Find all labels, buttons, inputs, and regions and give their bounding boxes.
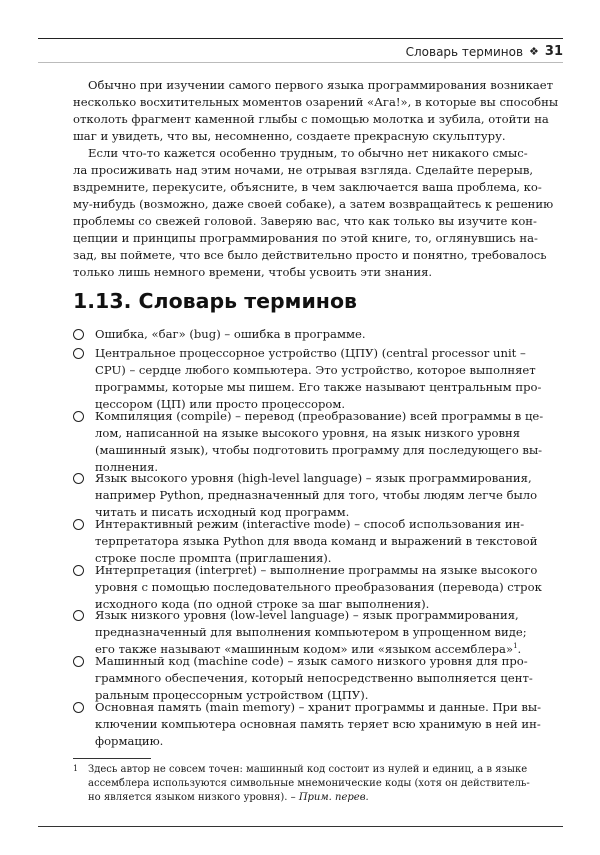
bullet-icon [73, 610, 84, 621]
intro-line: Если что-то кажется особенно трудным, то обычно нет никакого смыс- [88, 146, 528, 160]
glossary-line: Интерактивный режим (interactive mode) – способ использования ин- [95, 517, 525, 531]
glossary-line: уровня с помощью последовательного преобразования (перевода) строк [95, 580, 542, 594]
bullet-icon [73, 329, 84, 340]
glossary-line-text: его также называют «машинным кодом» или «языком ассемблера» [95, 642, 514, 656]
footer-rule [38, 826, 563, 827]
running-header [406, 44, 563, 59]
glossary-line: ральным процессорным устройством (ЦПУ). [95, 688, 369, 702]
glossary-line: цессором (ЦП) или просто процессором. [95, 397, 346, 411]
glossary-line: CPU) – сердце любого компьютера. Это устройство, которое выполняет [95, 363, 536, 377]
glossary-line: Основная память (main memory) – хранит программы и данные. При вы- [95, 700, 542, 714]
bullet-icon [73, 656, 84, 667]
glossary-line: строке после промпта (приглашения). [95, 551, 332, 565]
glossary-line: программы, которые мы пишем. Его также называют центральным про- [95, 380, 542, 394]
footnote-line-last [88, 791, 369, 805]
bullet-icon [73, 348, 84, 359]
glossary-line: полнения. [95, 460, 159, 474]
glossary-line: исходного кода (по одной строке за шаг выполнения). [95, 597, 430, 611]
intro-line: Обычно при изучении самого первого языка программирования возникает [88, 78, 554, 92]
intro-line: проблемы со свежей головой. Заверяю вас, что как только вы изучите кон- [73, 214, 537, 228]
intro-line: цепции и принципы программирования по этой книге, то, оглянувшись на- [73, 231, 538, 245]
intro-line: только лишь немного времени, чтобы усвоить эти знания. [73, 265, 433, 279]
header-top-rule [38, 38, 563, 39]
page-number: 31 [544, 44, 563, 59]
glossary-line: Язык низкого уровня (low-level language) – язык программирования, [95, 608, 519, 622]
intro-line: несколько восхитительных моментов озарений «Ага!», в которые вы способны [73, 95, 559, 109]
bullet-icon [73, 565, 84, 576]
glossary-line: Язык высокого уровня (high-level language) – язык программирования, [95, 471, 532, 485]
intro-line: ла просиживать над этим ночами, не отрывая взгляда. Сделайте перерыв, [73, 163, 534, 177]
intro-line: зад, вы поймете, что все было действительно просто и понятно, требовалось [73, 248, 547, 262]
footnote-marker: 1 [73, 764, 79, 773]
footnote-line: но является языком низкого уровня). – [88, 792, 296, 803]
intro-line: шаг и увидеть, что вы, несомненно, создаете прекрасную скульптуру. [73, 129, 506, 143]
ornament-icon: ❖ [529, 45, 539, 58]
glossary-line: Машинный код (machine code) – язык самого низкого уровня для про- [95, 654, 528, 668]
glossary-line-with-ref: его также называют «машинным кодом» или «языком ассемблера»$^1$. [95, 642, 522, 656]
glossary-line: граммного обеспечения, который непосредственно выполняется цент- [95, 671, 533, 685]
glossary-line: ключении компьютера основная память теряет всю хранимую в ней ин- [95, 717, 541, 731]
running-header-title: Словарь терминов [405, 44, 524, 59]
bullet-icon [73, 411, 84, 422]
header-bottom-rule [38, 62, 563, 63]
glossary-line: например Python, предназначенный для того, чтобы людям легче было [95, 488, 538, 502]
glossary-line: Интерпретация (interpret) – выполнение программы на языке высокого [95, 563, 538, 577]
footnote-line: Здесь автор не совсем точен: машинный код состоит из нулей и единиц, а в языке [88, 764, 528, 775]
footnote-attribution: Прим. перев. [298, 792, 369, 803]
intro-line: отколоть фрагмент каменной глыбы с помощью молотка и зубила, отойти на [73, 112, 549, 126]
glossary-line: лом, написанной на языке высокого уровня, на язык низкого уровня [95, 426, 521, 440]
intro-line: вздремните, перекусите, объясните, в чем заключается ваша проблема, ко- [73, 180, 542, 194]
glossary-line: (машинный язык), чтобы подготовить программу для последующего вы- [95, 443, 543, 457]
footnote-line: ассемблера используются символьные мнемонические коды (хотя он действитель- [88, 778, 530, 789]
intro-line: му-нибудь (возможно, даже своей собаке), а затем возвращайтесь к решению [73, 197, 554, 211]
bullet-icon [73, 519, 84, 530]
glossary-line: терпретатора языка Python для ввода команд и выражений в текстовой [95, 534, 538, 548]
footnote-reference: 1 [513, 642, 518, 651]
bullet-icon [73, 473, 84, 484]
footnote-rule [73, 758, 151, 759]
glossary-line: формацию. [95, 734, 164, 748]
glossary-line: Центральное процессорное устройство (ЦПУ) (central processor unit – [95, 346, 526, 360]
glossary-line: Ошибка, «баг» (bug) – ошибка в программе. [95, 327, 366, 341]
bullet-icon [73, 702, 84, 713]
glossary-line: Компиляция (compile) – перевод (преобразование) всей программы в це- [95, 409, 544, 423]
glossary-line: предназначенный для выполнения компьютером в упрощенном виде; [95, 625, 527, 639]
section-heading: 1.13. Словарь терминов [73, 289, 358, 313]
glossary-line: читать и писать исходный код программ. [95, 505, 350, 519]
